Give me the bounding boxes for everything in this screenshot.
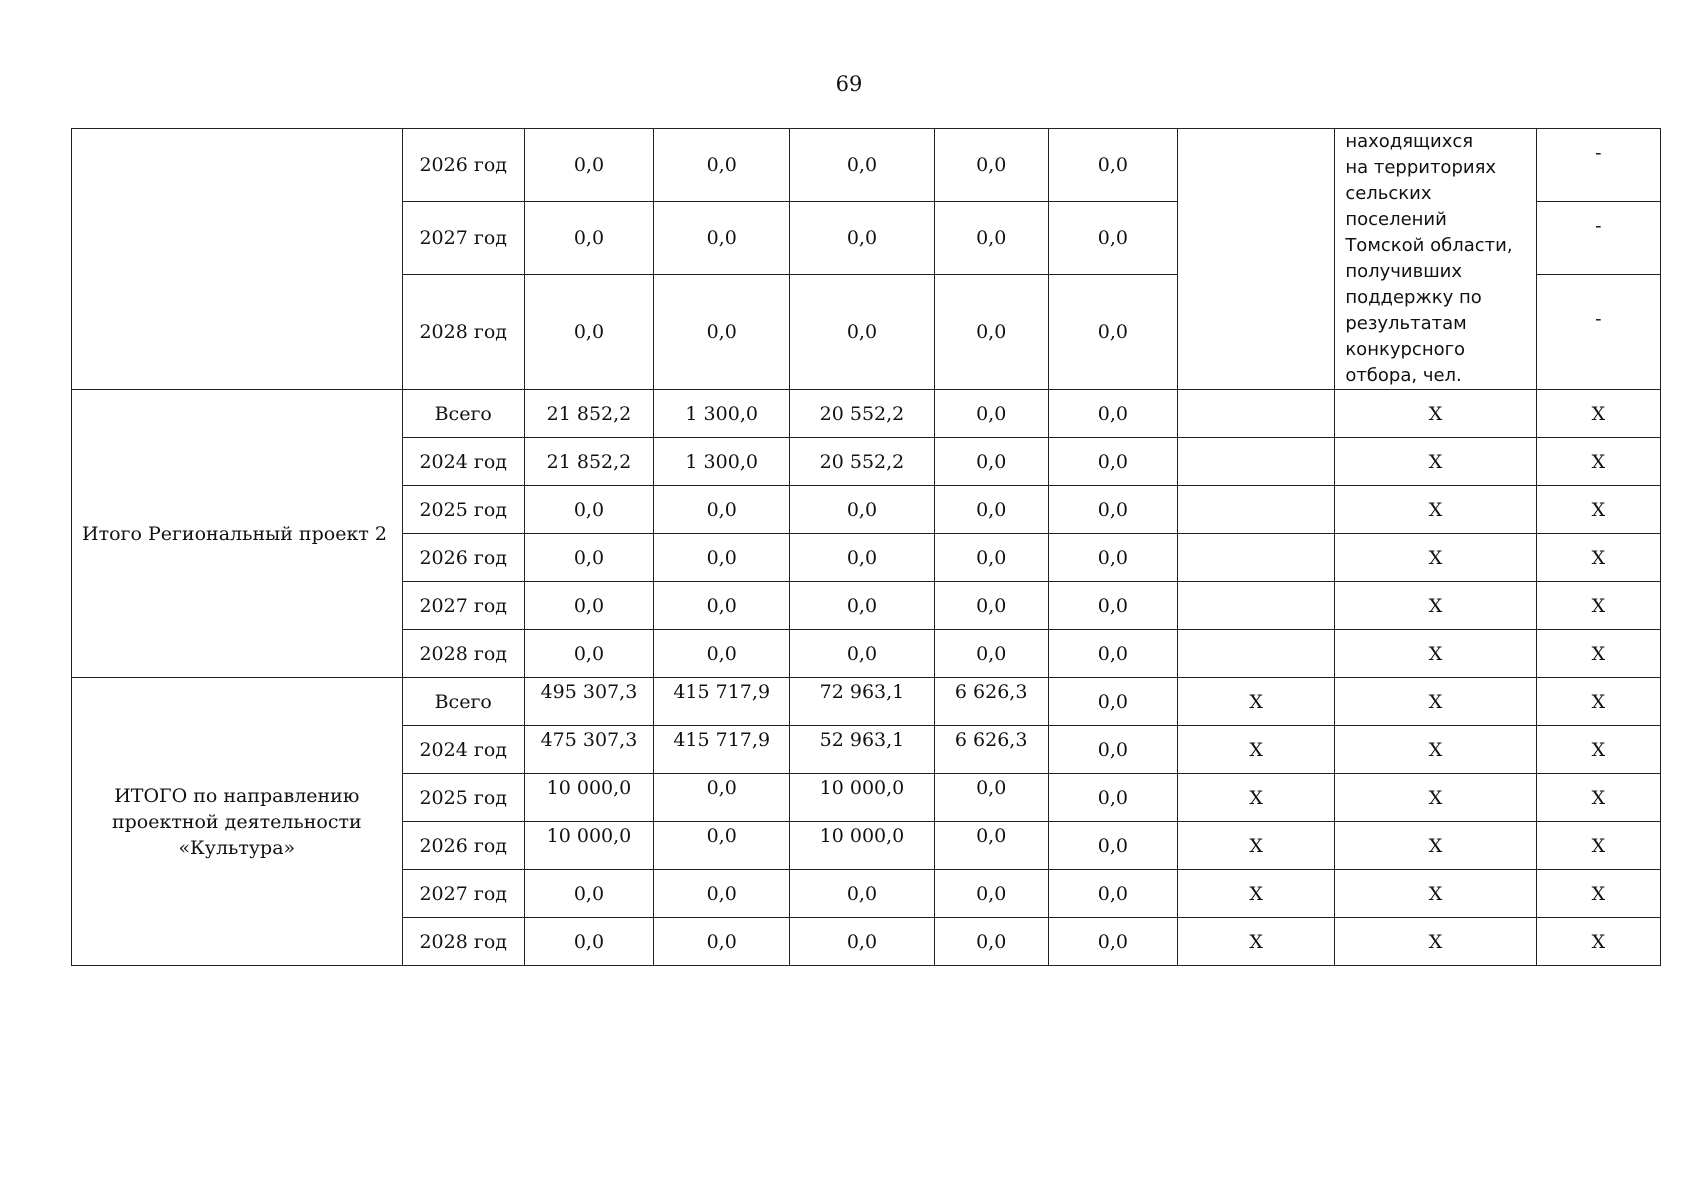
x-mark: X — [1335, 582, 1536, 630]
empty-cell — [1178, 630, 1335, 678]
x-mark: X — [1335, 870, 1536, 918]
x-mark: X — [1335, 438, 1536, 486]
empty-cell — [1178, 438, 1335, 486]
culture-total-label — [72, 678, 403, 966]
year-cell: 2027 год — [402, 582, 524, 630]
x-mark: X — [1536, 678, 1660, 726]
x-mark: X — [1536, 534, 1660, 582]
year-cell: 2026 год — [402, 534, 524, 582]
value-cell: 52 963,1 — [790, 726, 934, 774]
value-cell: 0,0 — [654, 870, 790, 918]
value-cell: 0,0 — [1048, 630, 1177, 678]
empty-cell — [1178, 582, 1335, 630]
value-cell: 20 552,2 — [790, 390, 934, 438]
x-mark: X — [1335, 534, 1536, 582]
x-mark: X — [1536, 582, 1660, 630]
year-cell: 2026 год — [402, 129, 524, 202]
value-cell: 0,0 — [654, 918, 790, 966]
x-mark: X — [1536, 390, 1660, 438]
x-mark: X — [1536, 918, 1660, 966]
indicator-text: находящихся на территориях сельских поселений Томской области, получивших поддержку по результатам конкурсного отбора, чел. — [1345, 131, 1513, 386]
year-cell: 2025 год — [402, 486, 524, 534]
value-cell: 0,0 — [654, 129, 790, 202]
value-cell: 6 626,3 — [934, 678, 1048, 726]
empty-cell — [1178, 390, 1335, 438]
value-cell: 0,0 — [1048, 129, 1177, 202]
value-cell: 0,0 — [1048, 822, 1177, 870]
x-mark: X — [1536, 438, 1660, 486]
value-cell: 0,0 — [934, 582, 1048, 630]
dash-cell: - — [1536, 275, 1660, 390]
dash-cell: - — [1536, 129, 1660, 202]
value-cell: 0,0 — [654, 630, 790, 678]
budget-table — [71, 128, 1661, 966]
value-cell: 0,0 — [654, 202, 790, 275]
value-cell: 0,0 — [790, 870, 934, 918]
x-mark: X — [1178, 678, 1335, 726]
x-mark: X — [1536, 486, 1660, 534]
value-cell: 415 717,9 — [654, 678, 790, 726]
x-mark: X — [1536, 774, 1660, 822]
value-cell: 0,0 — [524, 582, 653, 630]
value-cell: 21 852,2 — [524, 438, 653, 486]
indicator-description — [1335, 129, 1536, 390]
value-cell: 21 852,2 — [524, 390, 653, 438]
value-cell: 10 000,0 — [790, 774, 934, 822]
dash-cell: - — [1536, 202, 1660, 275]
value-cell: 0,0 — [934, 918, 1048, 966]
value-cell: 0,0 — [790, 534, 934, 582]
value-cell: 0,0 — [654, 774, 790, 822]
value-cell: 0,0 — [524, 202, 653, 275]
value-cell: 0,0 — [790, 582, 934, 630]
value-cell: 10 000,0 — [790, 822, 934, 870]
value-cell: 0,0 — [524, 534, 653, 582]
year-cell: 2024 год — [402, 438, 524, 486]
culture-total-label-text: ИТОГО по направлению проектной деятельности «Культура» — [111, 784, 362, 859]
value-cell: 0,0 — [524, 129, 653, 202]
year-cell: 2024 год — [402, 726, 524, 774]
table-row — [72, 678, 1661, 726]
value-cell: 0,0 — [654, 275, 790, 390]
year-cell: 2028 год — [402, 630, 524, 678]
value-cell: 0,0 — [934, 774, 1048, 822]
value-cell: 0,0 — [790, 202, 934, 275]
value-cell: 1 300,0 — [654, 390, 790, 438]
value-cell: 0,0 — [654, 822, 790, 870]
x-mark: X — [1178, 726, 1335, 774]
value-cell: 0,0 — [1048, 275, 1177, 390]
x-mark: X — [1178, 870, 1335, 918]
x-mark: X — [1178, 822, 1335, 870]
value-cell: 0,0 — [934, 438, 1048, 486]
value-cell: 0,0 — [1048, 390, 1177, 438]
value-cell: 0,0 — [934, 534, 1048, 582]
table-row — [72, 390, 1661, 438]
x-mark: X — [1335, 726, 1536, 774]
value-cell: 0,0 — [934, 870, 1048, 918]
x-mark: X — [1536, 822, 1660, 870]
value-cell: 0,0 — [524, 486, 653, 534]
empty-cell — [1178, 129, 1335, 390]
value-cell: 0,0 — [1048, 582, 1177, 630]
value-cell: 0,0 — [934, 390, 1048, 438]
value-cell: 0,0 — [1048, 202, 1177, 275]
value-cell: 0,0 — [790, 129, 934, 202]
value-cell: 0,0 — [524, 870, 653, 918]
value-cell: 0,0 — [1048, 870, 1177, 918]
year-cell: 2028 год — [402, 918, 524, 966]
value-cell: 0,0 — [934, 275, 1048, 390]
x-mark: X — [1536, 726, 1660, 774]
value-cell: 0,0 — [1048, 678, 1177, 726]
value-cell: 0,0 — [654, 582, 790, 630]
x-mark: X — [1178, 774, 1335, 822]
value-cell: 0,0 — [1048, 726, 1177, 774]
value-cell: 0,0 — [524, 918, 653, 966]
value-cell: 20 552,2 — [790, 438, 934, 486]
value-cell: 0,0 — [524, 275, 653, 390]
value-cell: 0,0 — [790, 486, 934, 534]
value-cell: 0,0 — [524, 630, 653, 678]
value-cell: 0,0 — [934, 486, 1048, 534]
x-mark: X — [1335, 822, 1536, 870]
page-number: 69 — [835, 72, 863, 96]
value-cell: 0,0 — [934, 129, 1048, 202]
year-cell: Всего — [402, 390, 524, 438]
value-cell: 0,0 — [654, 486, 790, 534]
value-cell: 0,0 — [1048, 774, 1177, 822]
year-cell: 2027 год — [402, 870, 524, 918]
value-cell: 0,0 — [1048, 438, 1177, 486]
value-cell: 0,0 — [790, 918, 934, 966]
value-cell: 10 000,0 — [524, 822, 653, 870]
year-cell: Всего — [402, 678, 524, 726]
value-cell: 495 307,3 — [524, 678, 653, 726]
x-mark: X — [1335, 630, 1536, 678]
x-mark: X — [1335, 774, 1536, 822]
value-cell: 0,0 — [934, 202, 1048, 275]
value-cell: 0,0 — [790, 275, 934, 390]
value-cell: 6 626,3 — [934, 726, 1048, 774]
year-cell: 2028 год — [402, 275, 524, 390]
value-cell: 415 717,9 — [654, 726, 790, 774]
x-mark: X — [1335, 390, 1536, 438]
table-row — [72, 129, 1661, 202]
empty-cell — [1178, 534, 1335, 582]
value-cell: 0,0 — [1048, 918, 1177, 966]
value-cell: 0,0 — [790, 630, 934, 678]
value-cell: 10 000,0 — [524, 774, 653, 822]
value-cell: 0,0 — [654, 534, 790, 582]
project2-total-label: Итого Региональный проект 2 — [72, 390, 403, 678]
value-cell: 72 963,1 — [790, 678, 934, 726]
x-mark: X — [1178, 918, 1335, 966]
empty-cell — [1178, 486, 1335, 534]
x-mark: X — [1335, 678, 1536, 726]
x-mark: X — [1536, 870, 1660, 918]
value-cell: 0,0 — [1048, 486, 1177, 534]
x-mark: X — [1335, 486, 1536, 534]
year-cell: 2025 год — [402, 774, 524, 822]
x-mark: X — [1335, 918, 1536, 966]
value-cell: 0,0 — [934, 630, 1048, 678]
value-cell: 475 307,3 — [524, 726, 653, 774]
value-cell: 0,0 — [1048, 534, 1177, 582]
value-cell: 1 300,0 — [654, 438, 790, 486]
value-cell: 0,0 — [934, 822, 1048, 870]
x-mark: X — [1536, 630, 1660, 678]
empty-label-cell — [72, 129, 403, 390]
year-cell: 2027 год — [402, 202, 524, 275]
year-cell: 2026 год — [402, 822, 524, 870]
